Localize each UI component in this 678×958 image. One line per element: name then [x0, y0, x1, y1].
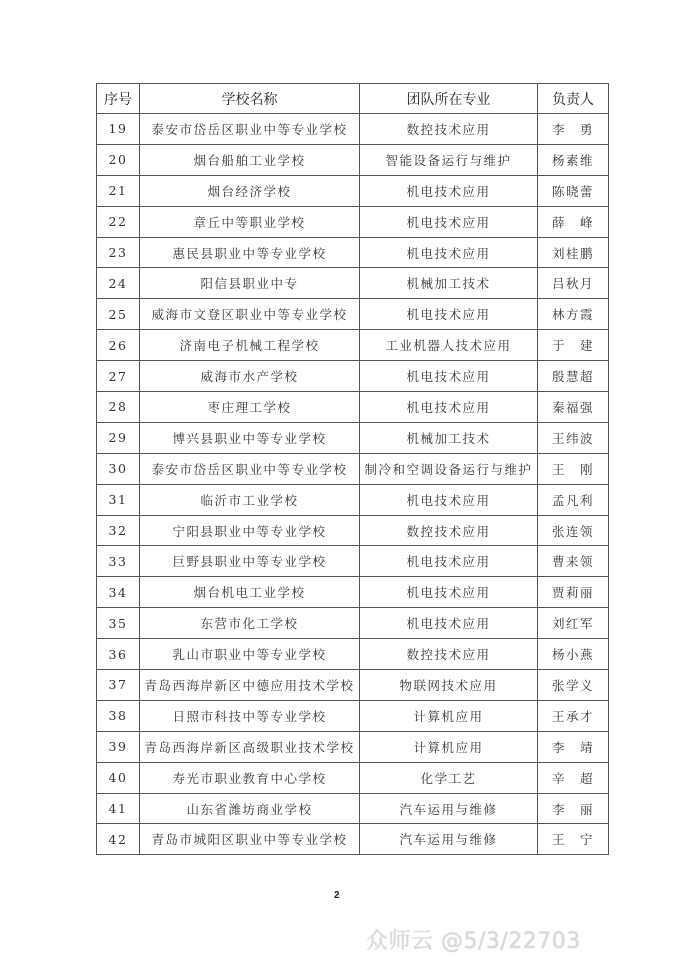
school-name-cell: 枣庄理工学校 [140, 392, 360, 423]
school-name-cell: 巨野县职业中等专业学校 [140, 546, 360, 577]
header-team-major: 团队所在专业 [360, 84, 538, 114]
school-name-cell: 烟台经济学校 [140, 175, 360, 206]
team-major-cell: 机电技术应用 [360, 361, 538, 392]
serial-number-cell: 40 [97, 762, 140, 793]
serial-number-cell: 33 [97, 546, 140, 577]
table-row [97, 144, 609, 175]
serial-number-cell: 22 [97, 206, 140, 237]
school-name-cell: 泰安市岱岳区职业中等专业学校 [140, 453, 360, 484]
serial-number-cell: 42 [97, 824, 140, 855]
header-school-name: 学校名称 [140, 84, 360, 114]
team-major-cell: 机电技术应用 [360, 175, 538, 206]
team-major-cell: 机械加工技术 [360, 268, 538, 299]
school-name-cell: 寿光市职业教育中心学校 [140, 762, 360, 793]
team-major-cell: 机电技术应用 [360, 577, 538, 608]
leader-cell: 张学义 [538, 670, 609, 701]
team-major-cell: 数控技术应用 [360, 114, 538, 145]
school-name-cell: 乳山市职业中等专业学校 [140, 639, 360, 670]
serial-number-cell: 37 [97, 670, 140, 701]
table-row [97, 114, 609, 145]
school-name-cell: 威海市水产学校 [140, 361, 360, 392]
leader-cell: 刘红军 [538, 608, 609, 639]
leader-cell: 杨素维 [538, 144, 609, 175]
leader-cell: 李 丽 [538, 793, 609, 824]
school-name-cell: 泰安市岱岳区职业中等专业学校 [140, 114, 360, 145]
table-row [97, 453, 609, 484]
watermark: 众师云 @5/3/22703 [366, 929, 581, 954]
table-row [97, 700, 609, 731]
team-major-cell: 工业机器人技术应用 [360, 330, 538, 361]
serial-number-cell: 21 [97, 175, 140, 206]
team-major-cell: 机电技术应用 [360, 206, 538, 237]
leader-cell: 陈晓蕾 [538, 175, 609, 206]
leader-cell: 李 靖 [538, 731, 609, 762]
school-name-cell: 日照市科技中等专业学校 [140, 700, 360, 731]
table-row [97, 361, 609, 392]
team-major-cell: 机电技术应用 [360, 546, 538, 577]
team-major-cell: 机电技术应用 [360, 484, 538, 515]
serial-number-cell: 26 [97, 330, 140, 361]
table-row [97, 608, 609, 639]
table-row [97, 793, 609, 824]
school-name-cell: 烟台船舶工业学校 [140, 144, 360, 175]
school-name-cell: 博兴县职业中等专业学校 [140, 422, 360, 453]
leader-cell: 王 刚 [538, 453, 609, 484]
serial-number-cell: 29 [97, 422, 140, 453]
school-name-cell: 阳信县职业中专 [140, 268, 360, 299]
table-row [97, 731, 609, 762]
serial-number-cell: 35 [97, 608, 140, 639]
table-body [97, 114, 609, 855]
school-name-cell: 惠民县职业中等专业学校 [140, 237, 360, 268]
table-header-row [97, 84, 609, 114]
team-major-cell: 制冷和空调设备运行与维护 [360, 453, 538, 484]
leader-cell: 辛 超 [538, 762, 609, 793]
leader-cell: 秦福强 [538, 392, 609, 423]
team-major-cell: 智能设备运行与维护 [360, 144, 538, 175]
serial-number-cell: 32 [97, 515, 140, 546]
header-serial-number: 序号 [97, 84, 140, 114]
school-name-cell: 青岛市城阳区职业中等专业学校 [140, 824, 360, 855]
team-major-cell: 汽车运用与维修 [360, 824, 538, 855]
serial-number-cell: 19 [97, 114, 140, 145]
table-row [97, 577, 609, 608]
school-name-cell: 青岛西海岸新区高级职业技术学校 [140, 731, 360, 762]
table-row [97, 546, 609, 577]
team-major-cell: 化学工艺 [360, 762, 538, 793]
leader-cell: 于 建 [538, 330, 609, 361]
serial-number-cell: 25 [97, 299, 140, 330]
table-row [97, 484, 609, 515]
table-row [97, 824, 609, 855]
serial-number-cell: 28 [97, 392, 140, 423]
school-team-table [96, 83, 609, 855]
school-name-cell: 东营市化工学校 [140, 608, 360, 639]
school-name-cell: 青岛西海岸新区中德应用技术学校 [140, 670, 360, 701]
leader-cell: 薛 峰 [538, 206, 609, 237]
team-major-cell: 物联网技术应用 [360, 670, 538, 701]
serial-number-cell: 34 [97, 577, 140, 608]
serial-number-cell: 39 [97, 731, 140, 762]
table-row [97, 392, 609, 423]
team-major-cell: 机电技术应用 [360, 299, 538, 330]
table-row [97, 515, 609, 546]
team-major-cell: 机电技术应用 [360, 237, 538, 268]
team-major-cell: 数控技术应用 [360, 639, 538, 670]
table-row [97, 639, 609, 670]
school-name-cell: 威海市文登区职业中等专业学校 [140, 299, 360, 330]
leader-cell: 贾莉丽 [538, 577, 609, 608]
leader-cell: 王 宁 [538, 824, 609, 855]
serial-number-cell: 24 [97, 268, 140, 299]
leader-cell: 孟凡利 [538, 484, 609, 515]
leader-cell: 刘桂鹏 [538, 237, 609, 268]
team-major-cell: 机电技术应用 [360, 392, 538, 423]
table-row [97, 237, 609, 268]
school-name-cell: 济南电子机械工程学校 [140, 330, 360, 361]
leader-cell: 王承才 [538, 700, 609, 731]
school-name-cell: 章丘中等职业学校 [140, 206, 360, 237]
serial-number-cell: 36 [97, 639, 140, 670]
leader-cell: 曹来领 [538, 546, 609, 577]
team-major-cell: 计算机应用 [360, 700, 538, 731]
leader-cell: 林方霞 [538, 299, 609, 330]
table-row [97, 422, 609, 453]
serial-number-cell: 41 [97, 793, 140, 824]
table-row [97, 330, 609, 361]
school-name-cell: 山东省潍坊商业学校 [140, 793, 360, 824]
serial-number-cell: 31 [97, 484, 140, 515]
team-major-cell: 机电技术应用 [360, 608, 538, 639]
page-number: 2 [334, 890, 340, 901]
table-row [97, 762, 609, 793]
team-major-cell: 数控技术应用 [360, 515, 538, 546]
table-row [97, 175, 609, 206]
leader-cell: 王纬波 [538, 422, 609, 453]
serial-number-cell: 20 [97, 144, 140, 175]
leader-cell: 吕秋月 [538, 268, 609, 299]
table-row [97, 268, 609, 299]
school-name-cell: 临沂市工业学校 [140, 484, 360, 515]
team-major-cell: 汽车运用与维修 [360, 793, 538, 824]
team-major-cell: 机械加工技术 [360, 422, 538, 453]
team-major-cell: 计算机应用 [360, 731, 538, 762]
serial-number-cell: 23 [97, 237, 140, 268]
leader-cell: 张连领 [538, 515, 609, 546]
table-row [97, 206, 609, 237]
school-name-cell: 烟台机电工业学校 [140, 577, 360, 608]
header-leader: 负责人 [538, 84, 609, 114]
serial-number-cell: 38 [97, 700, 140, 731]
serial-number-cell: 30 [97, 453, 140, 484]
leader-cell: 李 勇 [538, 114, 609, 145]
table-row [97, 299, 609, 330]
serial-number-cell: 27 [97, 361, 140, 392]
table-row [97, 670, 609, 701]
school-name-cell: 宁阳县职业中等专业学校 [140, 515, 360, 546]
leader-cell: 杨小燕 [538, 639, 609, 670]
leader-cell: 殷慧超 [538, 361, 609, 392]
